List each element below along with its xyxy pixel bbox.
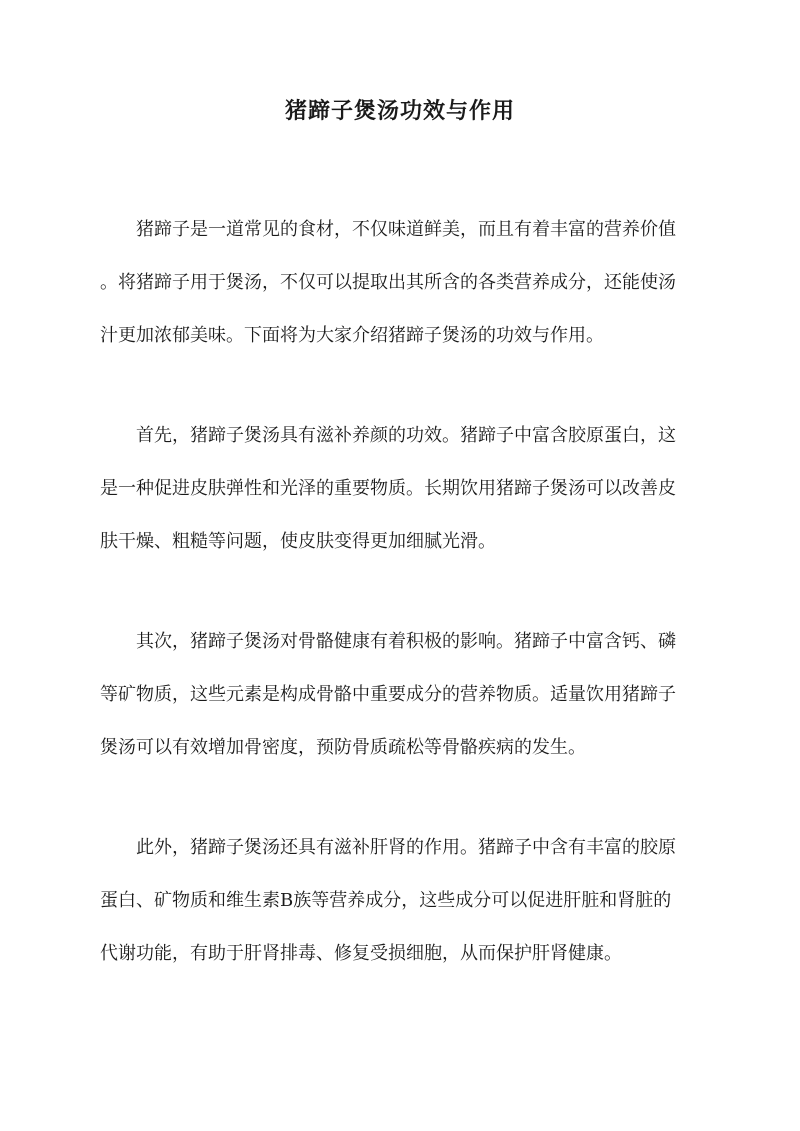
paragraph-beauty [100,409,700,568]
paragraph-line: 是一种促进皮肤弹性和光泽的重要物质。长期饮用猪蹄子煲汤可以改善皮 [100,478,676,499]
paragraph-line: 煲汤可以有效增加骨密度，预防骨质疏松等骨骼疾病的发生。 [100,737,586,758]
paragraph-line: 代谢功能，有助于肝肾排毒、修复受损细胞，从而保护肝肾健康。 [100,943,622,964]
page-title: 猪蹄子煲汤功效与作用 [284,98,515,124]
paragraph-line: 肤干燥、粗糙等问题，使皮肤变得更加细腻光滑。 [100,531,496,552]
paragraph-line: 汁更加浓郁美味。下面将为大家介绍猪蹄子煲汤的功效与作用。 [100,325,604,346]
paragraph-line: 。将猪蹄子用于煲汤，不仅可以提取出其所含的各类营养成分，还能使汤 [100,272,676,293]
paragraph-line: 其次，猪蹄子煲汤对骨骼健康有着积极的影响。猪蹄子中富含钙、磷 [136,631,676,652]
paragraph-line: 等矿物质，这些元素是构成骨骼中重要成分的营养物质。适量饮用猪蹄子 [100,684,676,705]
paragraph-liver-kidney [100,821,700,980]
paragraph-line: 蛋白、矿物质和维生素B族等营养成分，这些成分可以促进肝脏和肾脏的 [100,890,672,911]
paragraph-line: 首先，猪蹄子煲汤具有滋补养颜的功效。猪蹄子中富含胶原蛋白，这 [136,425,676,446]
paragraph-line: 猪蹄子是一道常见的食材，不仅味道鲜美，而且有着丰富的营养价值 [136,219,676,240]
paragraph-bone-health [100,615,700,774]
paragraph-intro [100,203,700,362]
paragraph-line: 此外，猪蹄子煲汤还具有滋补肝肾的作用。猪蹄子中含有丰富的胶原 [136,837,676,858]
